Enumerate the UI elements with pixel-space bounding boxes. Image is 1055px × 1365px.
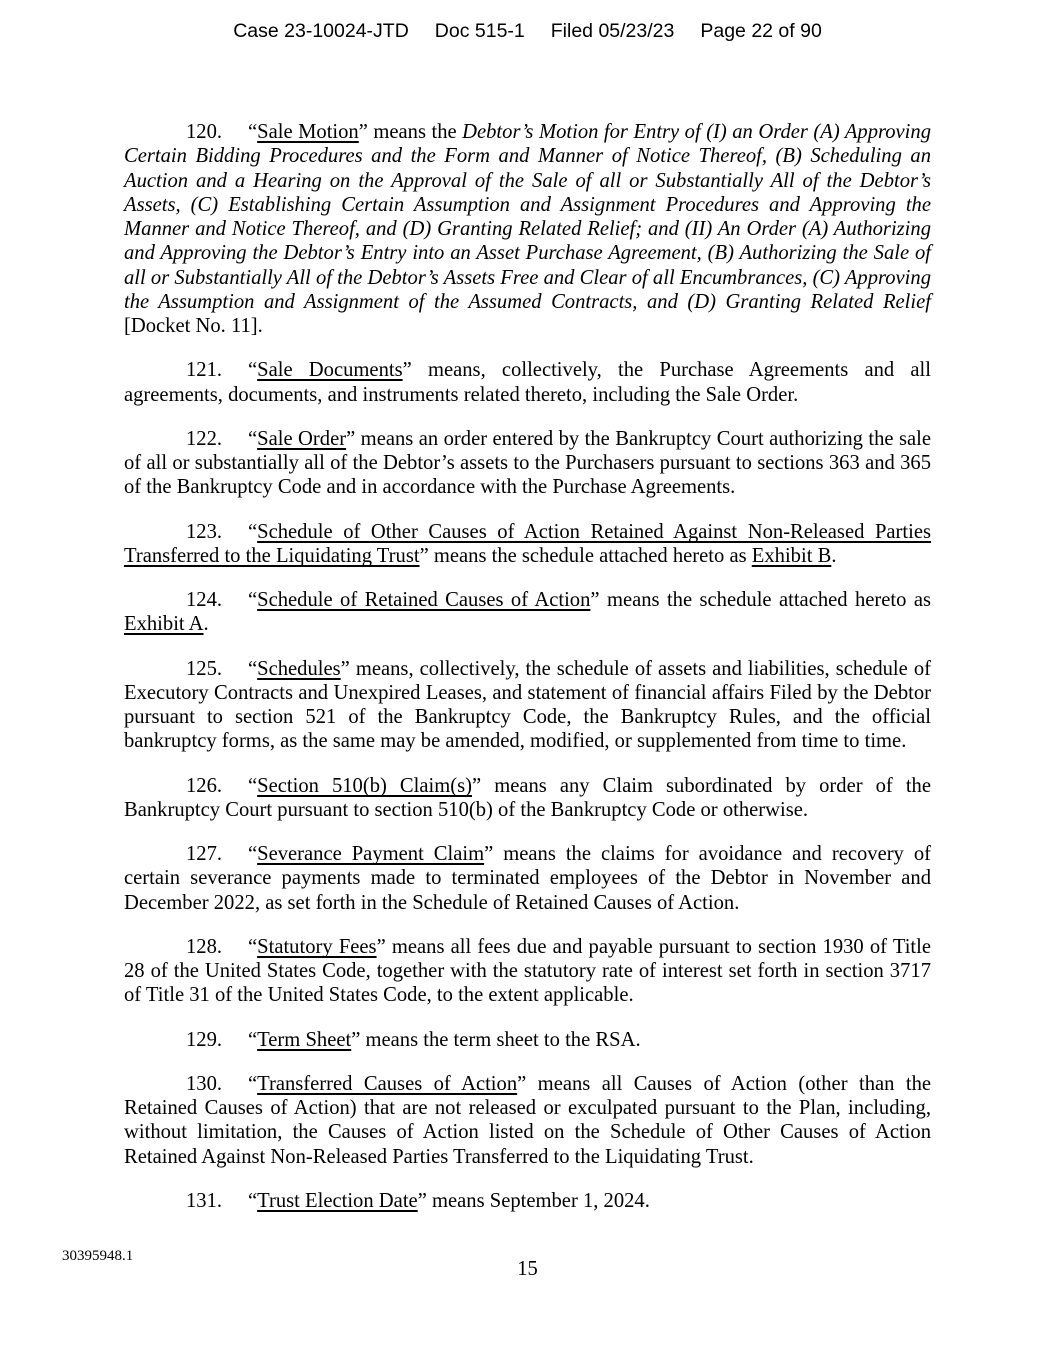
paragraph-text: “: [248, 843, 258, 865]
definition-paragraph-122: [124, 427, 931, 500]
definition-paragraph-123: [124, 520, 931, 569]
paragraph-text: ” means the: [358, 121, 463, 143]
paragraph-text: “: [248, 1189, 258, 1212]
paragraph-number: 127.: [186, 843, 223, 865]
defined-term: Sale Order: [257, 427, 347, 450]
defined-term: Transferred Causes of Action: [257, 1072, 518, 1095]
definition-paragraph-127: [124, 842, 931, 915]
defined-term: Statutory Fees: [257, 935, 377, 958]
paragraph-number: 131.: [186, 1189, 223, 1212]
paragraph-text: “: [248, 359, 258, 382]
paragraph-text: .: [831, 544, 837, 567]
paragraph-number: 124.: [186, 589, 223, 611]
paragraph-number: 121.: [186, 359, 223, 382]
defined-term: Schedule of Other Causes of Action Retained Against Non-Released Parties Transferred to the Liquidating Trust: [124, 520, 931, 567]
paragraph-text: ” means the term sheet to the RSA.: [351, 1028, 641, 1051]
defined-term: Schedule of Retained Causes of Action: [257, 589, 591, 611]
definition-paragraph-120: [124, 120, 931, 338]
paragraph-text: “: [248, 121, 258, 143]
paragraph-text: ” means, collectively, the Purchase Agreements and all agreements, documents, and instruments related thereto, including the Sale Order.: [124, 359, 931, 406]
paragraph-text: “: [248, 1072, 258, 1095]
paragraph-text: ” means, collectively, the schedule of assets and liabilities, schedule of Executory Contracts and Unexpired Leases, and statement of financial affairs Filed by the Debtor pursuant to section 521 of the Bankruptcy Code, the Bankruptcy Rules, and the official bankruptcy forms, as the same may be amended, modified, or supplemented from time to time.: [124, 657, 931, 753]
paragraph-text: ” means the schedule attached hereto as: [590, 589, 931, 611]
paragraph-text: “: [248, 935, 258, 958]
page-number: 15: [517, 1258, 538, 1280]
paragraph-number: 122.: [186, 427, 223, 450]
definition-paragraph-124: [124, 588, 931, 637]
paragraph-number: 120.: [186, 121, 223, 143]
paragraph-text: “: [248, 657, 258, 680]
defined-term: Sale Documents: [257, 359, 403, 382]
paragraph-number: 130.: [186, 1072, 223, 1095]
court-filing-stamp: [0, 20, 1055, 43]
definition-paragraph-129: [124, 1028, 931, 1052]
defined-term: Sale Motion: [257, 121, 359, 143]
paragraph-text: ” means all Causes of Action (other than the Retained Causes of Action) that are not released or exculpated pursuant to the Plan, including, without limitation, the Causes of Action listed on the Schedule of Other Causes of Action Retained Against Non-Released Parties Transferred to the Liquidating Trust.: [124, 1072, 932, 1168]
paragraph-text: ” means September 1, 2024.: [417, 1189, 650, 1212]
paragraph-text: “: [248, 427, 258, 450]
filed-date: Filed 05/23/23: [550, 20, 675, 42]
paragraph-number: 129.: [186, 1028, 223, 1051]
paragraph-text: ” means the schedule attached hereto as: [419, 544, 752, 567]
document-body: [124, 120, 931, 1213]
paragraph-text: “: [248, 520, 258, 543]
paragraph-text: .: [203, 613, 209, 636]
defined-term: Exhibit A: [124, 613, 204, 636]
paragraph-text: ” means all fees due and payable pursuant to section 1930 of Title 28 of the United States Code, together with the statutory rate of interest set forth in section 3717 of Title 31 of the United States Code, to the extent applicable.: [124, 935, 931, 1007]
paragraph-text: “: [248, 589, 258, 611]
paragraph-text: ” means any Claim subordinated by order of the Bankruptcy Court pursuant to section 510(b) of the Bankruptcy Code or otherwise.: [124, 774, 931, 821]
definition-paragraph-125: [124, 657, 931, 754]
page-count-stamp: Page 22 of 90: [700, 20, 822, 42]
paragraph-number: 128.: [186, 935, 223, 958]
definition-paragraph-121: [124, 358, 931, 407]
defined-term: Term Sheet: [257, 1028, 352, 1051]
docket-entry-number: Doc 515-1: [434, 20, 525, 42]
paragraph-number: 123.: [186, 520, 223, 543]
definition-paragraph-131: [124, 1189, 931, 1213]
case-number: Case 23-10024-JTD: [233, 20, 409, 42]
paragraph-number: 126.: [186, 774, 223, 797]
paragraph-text: Debtor’s Motion for Entry of (I) an Order (A) Approving Certain Bidding Procedures and the Form and Manner of Notice Thereof, (B) Scheduling an Auction and a Hearing on the Approval of the Sale of all or Substantially All of the Debtor’s Assets, (C) Establishing Certain Assumption and Assignment Procedures and Approving the Manner and Notice Thereof, and (D) Granting Related Relief; and (II) An Order (A) Authorizing and Approving the Debtor’s Entry into an Asset Purchase Agreement, (B) Authorizing the Sale of all or Substantially All of the Debtor’s Assets Free and Clear of all Encumbrances, (C) Approving the Assumption and Assignment of the Assumed Contracts, and (D) Granting Related Relief: [124, 121, 931, 313]
footer-document-id: 30395948.1: [62, 1248, 134, 1264]
defined-term: Exhibit B: [751, 544, 832, 567]
paragraph-number: 125.: [186, 657, 223, 680]
paragraph-text: [Docket No. 11].: [124, 315, 263, 337]
paragraph-text: ” means an order entered by the Bankruptcy Court authorizing the sale of all or substantially all of the Debtor’s assets to the Purchasers pursuant to sections 363 and 365 of the Bankruptcy Code and in accordance with the Purchase Agreements.: [124, 427, 931, 499]
defined-term: Trust Election Date: [257, 1189, 418, 1212]
defined-term: Severance Payment Claim: [257, 843, 485, 865]
paragraph-text: ” means the claims for avoidance and recovery of certain severance payments made to terminated employees of the Debtor in November and December 2022, as set forth in the Schedule of Retained Causes of Action.: [124, 843, 931, 914]
defined-term: Section 510(b) Claim(s): [257, 774, 472, 797]
definition-paragraph-130: [124, 1072, 931, 1169]
paragraph-text: “: [248, 1028, 258, 1051]
paragraph-text: “: [248, 774, 258, 797]
definition-paragraph-128: [124, 935, 931, 1008]
defined-term: Schedules: [257, 657, 341, 680]
definition-paragraph-126: [124, 774, 931, 823]
